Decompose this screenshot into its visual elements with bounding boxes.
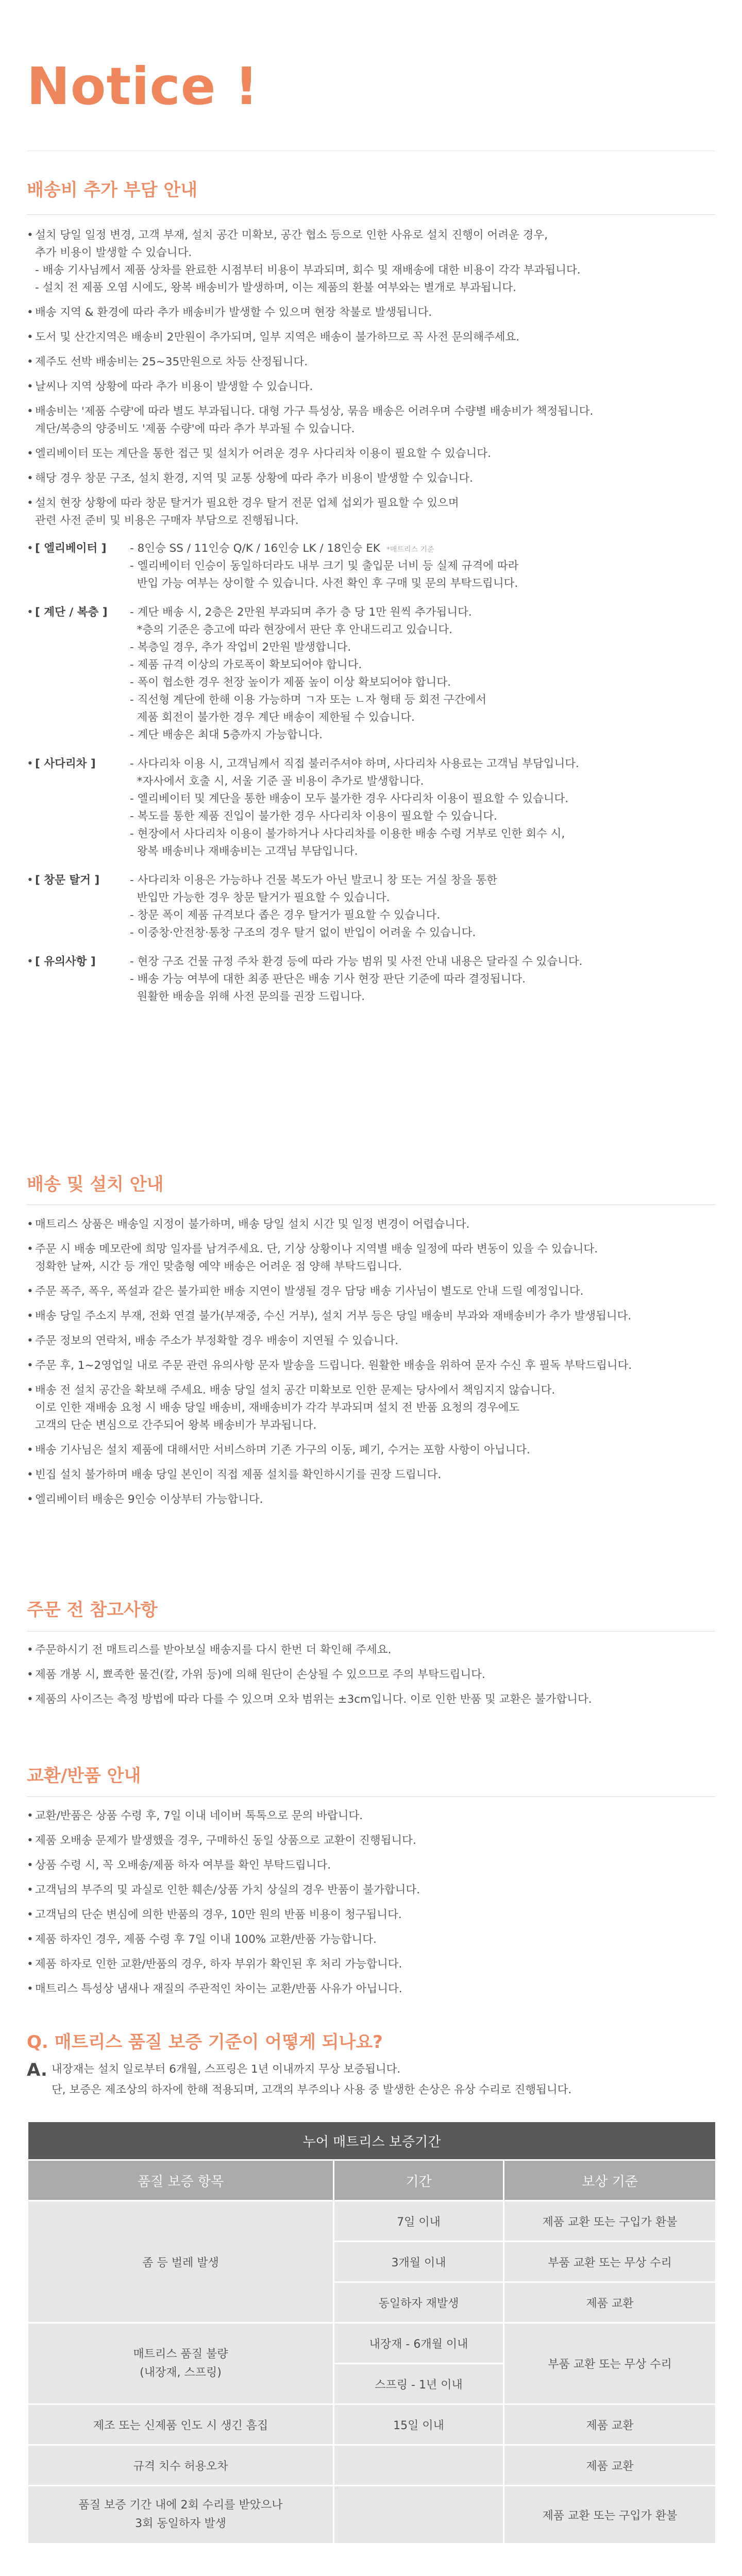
list-item-line: 빈집 설치 불가하며 배송 당일 본인이 직접 제품 설치를 확인하시기를 권장 드립니다. [35,1468,442,1481]
warranty-item-line: (내장재, 스프링) [140,2366,222,2379]
divider [27,1631,715,1632]
list-item [27,1857,717,1874]
list-item [27,1666,717,1684]
warranty-item: 규격 치수 허용오차 [28,2445,334,2486]
list-item [27,1283,717,1300]
bullet-icon: • [27,447,33,460]
page-title: Notice ! [27,56,259,116]
bullet-icon: • [27,1468,33,1481]
bullet-icon: • [27,1384,33,1397]
list-item-text [35,1832,416,1850]
list-item-text [35,1857,331,1874]
bullet-icon: • [27,497,33,510]
list-item [27,1931,717,1948]
list-item-text [35,495,459,530]
warranty-period [334,2486,504,2544]
tagged-item-line: - 창문 폭이 제품 규격보다 좁은 경우 탈거가 필요할 수 있습니다. [130,909,441,922]
divider [27,150,715,151]
list-item [27,470,717,487]
list-item [27,1641,717,1659]
list-item [27,353,717,371]
footnote: *매트리스 기준 [386,546,434,554]
warranty-item: 좀 등 벌레 발생 [28,2201,334,2323]
list-item [27,1807,717,1825]
bullet-icon: • [27,1982,33,1995]
tagged-item-label: [ 유의사항 ] [35,955,96,968]
list-item [27,1216,717,1233]
warranty-compensation: 제품 교환 [504,2445,716,2486]
list-item-line: 계단/복층의 양중비도 '제품 수량'에 따라 추가 부과될 수 있습니다. [35,422,355,435]
bullet-icon: • [27,542,33,555]
list-item-line: 제품의 사이즈는 측정 방법에 따라 다를 수 있으며 오차 범위는 ±3cm입니다. 이로 인한 반품 및 교환은 불가합니다. [35,1693,592,1706]
bullet-icon: • [27,229,33,242]
list-item-text [35,1666,485,1684]
tagged-item-line: - 계단 배송 시, 2층은 2만원 부과되며 추가 층 당 1만 원씩 추가됩니다. [130,606,472,619]
list-item [27,445,717,463]
warranty-item [28,2486,334,2544]
bullet-icon: • [27,1693,33,1706]
tagged-item-line: - 폭이 협소한 경우 천장 높이가 제품 높이 이상 확보되어야 합니다. [130,676,451,689]
list-item-text [35,403,593,438]
warranty-compensation: 제품 교환 또는 구입가 환불 [504,2201,716,2242]
list-item-line: 주문 후, 1~2영업일 내로 주문 관련 유의사항 문자 발송을 드립니다. 원활한 배송을 위하여 문자 수신 후 필독 부탁드립니다. [35,1359,632,1372]
list-item-line: 제품 개봉 시, 뾰족한 물건(칼, 가위 등)에 의해 원단이 손상될 수 있으므로 주의 부탁드립니다. [35,1668,485,1681]
section-title-shipping-fee: 배송비 추가 부담 안내 [27,180,198,200]
tagged-item-line: - 제품 규격 이상의 가로폭이 확보되어야 합니다. [130,658,362,671]
bullet-icon: • [27,1359,33,1372]
bullet-icon: • [27,1218,33,1231]
list-item-text [35,1332,398,1350]
list-item-text [35,1931,377,1948]
tagged-item-text [130,540,518,592]
warranty-compensation: 부품 교환 또는 무상 수리 [504,2242,716,2282]
bullet-icon: • [27,1643,33,1656]
list-item [27,378,717,396]
tagged-item-line [130,540,518,557]
tagged-item-text [130,604,486,744]
bullet-icon: • [27,1285,33,1298]
bullet-icon: • [27,1908,33,1921]
list-item-text [35,1641,391,1659]
bullet-icon: • [27,1809,33,1822]
faq-answer-label: A. [27,2060,47,2080]
list-item-line: 추가 비용이 발생할 수 있습니다. [35,246,192,259]
bullet-icon: • [27,1493,33,1506]
tagged-item-line: 제품 회전이 불가한 경우 계단 배송이 제한될 수 있습니다. [130,711,415,724]
tagged-item-line: - 복층일 경우, 추가 작업비 2만원 발생합니다. [130,641,351,654]
warranty-period: 15일 이내 [334,2404,504,2445]
list-item-text [35,1956,402,1973]
list-item-text [35,1283,583,1300]
bullet-icon: • [27,1859,33,1872]
section-title-returns: 교환/반품 안내 [27,1766,141,1786]
tagged-item-label: [ 엘리베이터 ] [35,542,107,555]
list-item-text [35,1491,263,1509]
list-item [27,1491,717,1509]
list-item-line: 배송 지역 & 환경에 따라 추가 배송비가 발생할 수 있으며 현장 착불로 발생됩니다. [35,306,432,319]
table-row [28,2486,716,2544]
warranty-item-line: 3회 동일하자 발생 [135,2517,226,2530]
list-item [27,1691,717,1708]
tagged-item-line-text: - 8인승 SS / 11인승 Q/K / 16인승 LK / 18인승 EK [130,542,380,555]
bullet-icon: • [27,757,33,770]
warranty-item-line: 매트리스 품질 불량 [133,2347,228,2361]
warranty-item-line: 품질 보증 기간 내에 2회 수리를 받았으나 [78,2499,283,2512]
tagged-item-text [130,953,582,1006]
faq-question: Q. 매트리스 품질 보증 기준이 어떻게 되나요? [27,2032,383,2053]
list-item-line: 정확한 날짜, 시간 등 개인 맞춤형 예약 배송은 어려운 점 양해 부탁드립니다. [35,1260,402,1273]
list-item-line: 주문 시 배송 메모란에 희망 일자를 남겨주세요. 단, 기상 상황이나 지역별 배송 일정에 따라 변동이 있을 수 있습니다. [35,1243,598,1256]
list-item-line: 배송 전 설치 공간을 확보해 주세요. 배송 당일 설치 공간 미확보로 인한 문제는 당사에서 책임지지 않습니다. [35,1384,555,1397]
bullet-icon: • [27,1243,33,1256]
bullet-icon: • [27,1334,33,1347]
list-item [27,1308,717,1325]
list-item-line: 주문 폭주, 폭우, 폭설과 같은 불가피한 배송 지연이 발생될 경우 담당 배송 기사님이 별도로 안내 드릴 예정입니다. [35,1285,584,1298]
table-row [28,2201,716,2242]
list-item-line: 고객님의 부주의 및 과실로 인한 훼손/상품 가치 상실의 경우 반품이 불가합니다. [35,1884,420,1896]
tagged-item-line: 원활한 배송을 위해 사전 문의를 권장 드립니다. [130,990,365,1003]
bullet-icon: • [27,606,33,619]
list-item-line: 제품 하자로 인한 교환/반품의 경우, 하자 부위가 확인된 후 처리 가능합니다. [35,1958,402,1971]
tagged-item [27,540,717,592]
tagged-item-line: - 엘리베이터 인승이 동일하더라도 내부 크기 및 출입문 너비 등 실제 규격에 따라 [130,560,519,572]
bullet-icon: • [27,331,33,344]
tagged-item-label: [ 계단 / 복층 ] [35,606,108,619]
bullet-icon: • [27,380,33,393]
tagged-item-line: - 사다리차 이용 시, 고객님께서 직접 불러주셔야 하며, 사다리차 사용료는 고객님 부담입니다. [130,757,579,770]
list-item-text [35,1807,363,1825]
list-item-text [35,445,491,463]
bullet-icon: • [27,955,33,968]
tagged-item-text [130,755,579,860]
tagged-item-line: *층의 기준은 층고에 따라 현장에서 판단 후 안내드리고 있습니다. [130,623,452,636]
list-item [27,1466,717,1484]
list-item-line: 고객의 단순 변심으로 간주되어 왕복 배송비가 부과됩니다. [35,1419,317,1432]
tagged-item-line: - 직선형 계단에 한해 이용 가능하며 ㄱ자 또는 ㄴ자 형태 등 회전 구간에서 [130,693,487,706]
list-item [27,227,717,297]
list-item-text [35,378,313,396]
tagged-item-line: - 배송 가능 여부에 대한 최종 판단은 배송 기사 현장 판단 기준에 따라 결정됩니다. [130,973,526,986]
warranty-table-title: 누어 매트리스 보증기간 [28,2122,716,2160]
tagged-item-text [130,872,497,942]
list-item-text [35,1466,441,1484]
column-header-period: 기간 [334,2160,504,2201]
bullet-icon: • [27,1933,33,1946]
list-item [27,1357,717,1375]
list-item [27,1332,717,1350]
bullet-icon: • [27,1834,33,1847]
section-title-pre-order: 주문 전 참고사항 [27,1600,158,1620]
tagged-item-line: - 현장 구조 건물 규정 주차 환경 등에 따라 가능 범위 및 사전 안내 내용은 달라질 수 있습니다. [130,955,583,968]
list-item-line: 매트리스 상품은 배송일 지정이 불가하며, 배송 당일 설치 시간 및 일정 변경이 어렵습니다. [35,1218,470,1231]
warranty-period: 동일하자 재발생 [334,2282,504,2323]
list-item [27,304,717,321]
list-item-text [35,1308,631,1325]
list-item-line: 설치 당일 일정 변경, 고객 부재, 설치 공간 미확보, 공간 협소 등으로 인한 사유로 설치 진행이 어려운 경우, [35,229,548,242]
list-item [27,329,717,346]
list-item [27,495,717,530]
list-item [27,1832,717,1850]
list-item-text [35,470,473,487]
list-item-text [35,1980,402,1998]
warranty-period: 3개월 이내 [334,2242,504,2282]
column-header-item: 품질 보증 항목 [28,2160,334,2201]
list-item-text [35,353,308,371]
tagged-item-line: - 복도를 통한 제품 진입이 불가한 경우 사다리차 이용이 필요할 수 있습니다. [130,810,497,823]
tagged-item-label: [ 사다리차 ] [35,757,96,770]
tagged-item-line: - 엘리베이터 및 계단을 통한 배송이 모두 불가한 경우 사다리차 이용이 필요할 수 있습니다. [130,792,569,805]
list-item [27,1906,717,1924]
tagged-item-line: - 현장에서 사다리차 이용이 불가하거나 사다리차를 이용한 배송 수령 거부로 인한 회수 시, [130,827,565,840]
list-item-line: 도서 및 산간지역은 배송비 2만원이 추가되며, 일부 지역은 배송이 불가하므로 꼭 사전 문의해주세요. [35,331,520,344]
tagged-item-line: 반입 가능 여부는 상이할 수 있습니다. 사전 확인 후 구매 및 문의 부탁드립니다. [130,577,518,590]
list-item-line: 고객님의 단순 변심에 의한 반품의 경우, 10만 원의 반품 비용이 청구됩니다. [35,1908,402,1921]
tagged-item [27,604,717,744]
faq-answer-line: 내장재는 설치 일로부터 6개월, 스프링은 1년 이내까지 무상 보증됩니다. [52,2063,401,2076]
tagged-item-line: 왕복 배송비나 재배송비는 고객님 부담입니다. [130,845,358,858]
warranty-period: 7일 이내 [334,2201,504,2242]
list-item-text [35,227,581,297]
list-item-line: 교환/반품은 상품 수령 후, 7일 이내 네이버 톡톡으로 문의 바랍니다. [35,1809,363,1822]
list-item-line: 설치 현장 상황에 따라 창문 탈거가 필요한 경우 탈거 전문 업체 섭외가 필요할 수 있으며 [35,497,459,510]
bullet-icon: • [27,1958,33,1971]
list-item-line: 배송 기사님은 설치 제품에 대해서만 서비스하며 기존 가구의 이동, 폐기, 수거는 포함 사항이 아닙니다. [35,1444,530,1456]
warranty-item [28,2323,334,2404]
warranty-compensation: 제품 교환 또는 구입가 환불 [504,2486,716,2544]
faq-answer-line: 단, 보증은 제조상의 하자에 한해 적용되며, 고객의 부주의나 사용 중 발생한 손상은 유상 수리로 진행됩니다. [52,2083,572,2096]
tagged-item [27,872,717,942]
list-item-line: - 배송 기사님께서 제품 상차를 완료한 시점부터 비용이 부과되며, 회수 및 재배송에 대한 비용이 각각 부과됩니다. [35,264,581,277]
list-item-line: 배송 당일 주소지 부재, 전화 연결 불가(부재중, 수신 거부), 설치 거부 등은 당일 배송비 부과와 재배송비가 추가 발생됩니다. [35,1310,632,1323]
warranty-compensation: 제품 교환 [504,2282,716,2323]
list-item-text [35,304,432,321]
bullet-icon: • [27,472,33,485]
warranty-period: 내장재 - 6개월 이내 [334,2323,504,2364]
list-item-line: 배송비는 '제품 수량'에 따라 별도 부과됩니다. 대형 가구 특성상, 묶음 배송은 어려우며 수량별 배송비가 책정됩니다. [35,405,594,418]
list-item-line: 엘리베이터 배송은 9인승 이상부터 가능합니다. [35,1493,263,1506]
list-item-line: 제품 하자인 경우, 제품 수령 후 7일 이내 100% 교환/반품 가능합니다. [35,1933,377,1946]
bullet-icon: • [27,1310,33,1323]
warranty-period [334,2445,504,2486]
list-item-text [35,1241,598,1276]
table-row [28,2404,716,2445]
tagged-item [27,953,717,1006]
column-header-compensation: 보상 기준 [504,2160,716,2201]
tagged-item [27,755,717,860]
section-title-delivery: 배송 및 설치 안내 [27,1174,164,1195]
tagged-item-line: 반입만 가능한 경우 창문 탈거가 필요할 수 있습니다. [130,891,390,904]
list-item-line: 매트리스 특성상 냄새나 재질의 주관적인 차이는 교환/반품 사유가 아닙니다. [35,1982,402,1995]
tagged-item-line: *자사에서 호출 시, 서울 기준 골 비용이 추가로 발생합니다. [130,775,424,788]
list-item-line: 주문하시기 전 매트리스를 받아보실 배송지를 다시 한번 더 확인해 주세요. [35,1643,392,1656]
list-item-text [35,1216,469,1233]
list-item-line: 상품 수령 시, 꼭 오배송/제품 하자 여부를 확인 부탁드립니다. [35,1859,331,1872]
list-item-line: 제품 오배송 문제가 발생했을 경우, 구매하신 동일 상품으로 교환이 진행됩니다. [35,1834,416,1847]
list-item-text [35,329,519,346]
list-item-line: 제주도 선박 배송비는 25~35만원으로 차등 산정됩니다. [35,355,308,368]
bullet-icon: • [27,1668,33,1681]
warranty-compensation: 제품 교환 [504,2404,716,2445]
bullet-icon: • [27,405,33,418]
tagged-item-line: - 이중창·안전창·통창 구조의 경우 탈거 없이 반입이 어려울 수 있습니다. [130,926,476,939]
warranty-item: 제조 또는 신제품 인도 시 생긴 흠집 [28,2404,334,2445]
tagged-item-label: [ 창문 탈거 ] [35,874,100,887]
list-item-line: 엘리베이터 또는 계단을 통한 접근 및 설치가 어려운 경우 사다리차 이용이 필요할 수 있습니다. [35,447,491,460]
list-item-text [35,1882,420,1899]
warranty-compensation: 부품 교환 또는 무상 수리 [504,2323,716,2404]
list-item [27,1882,717,1899]
bullet-icon: • [27,1444,33,1456]
list-item-line: 주문 정보의 연락처, 배송 주소가 부정확할 경우 배송이 지연될 수 있습니다. [35,1334,399,1347]
divider [27,214,715,215]
list-item [27,1382,717,1434]
bullet-icon: • [27,306,33,319]
list-item-text [35,1357,632,1375]
list-item-line: 이로 인한 재배송 요청 시 배송 당일 배송비, 재배송비가 각각 부과되며 설치 전 반품 요청의 경우에도 [35,1401,520,1414]
list-item [27,1980,717,1998]
tagged-item-line: - 사다리차 이용은 가능하나 건물 복도가 아닌 발코니 창 또는 거실 창을 통한 [130,874,497,887]
bullet-icon: • [27,1884,33,1896]
list-item-text [35,1382,555,1434]
table-row [28,2323,716,2364]
table-row [28,2445,716,2486]
bullet-icon: • [27,874,33,887]
warranty-table [27,2121,717,2545]
list-item-text [35,1691,592,1708]
bullet-icon: • [27,355,33,368]
list-item [27,1241,717,1276]
list-item [27,1956,717,1973]
list-item [27,1442,717,1459]
list-item-line: 해당 경우 창문 구조, 설치 환경, 지역 및 교통 상황에 따라 추가 비용이 발생할 수 있습니다. [35,472,473,485]
list-item-text [35,1442,530,1459]
list-item-line: - 설치 전 제품 오염 시에도, 왕복 배송비가 발생하며, 이는 제품의 환불 여부와는 별개로 부과됩니다. [35,281,516,294]
tagged-item-line: - 계단 배송은 최대 5층까지 가능합니다. [130,728,323,741]
warranty-period: 스프링 - 1년 이내 [334,2364,504,2404]
list-item-text [35,1906,402,1924]
list-item-line: 관련 사전 준비 및 비용은 구매자 부담으로 진행됩니다. [35,514,299,527]
list-item [27,403,717,438]
list-item-line: 날씨나 지역 상황에 따라 추가 비용이 발생할 수 있습니다. [35,380,313,393]
